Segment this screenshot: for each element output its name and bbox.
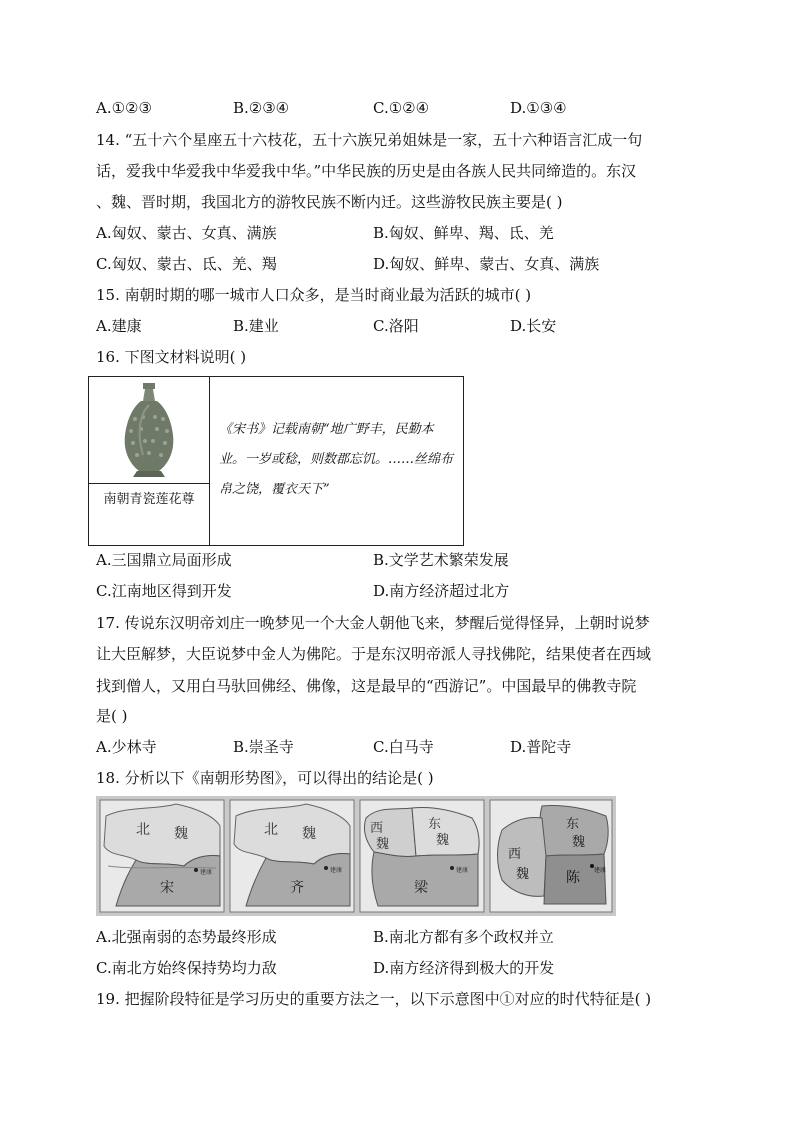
map-label: 魏 <box>436 833 450 848</box>
q13-option-d: D.①③④ <box>510 99 567 117</box>
q16-option-d: D.南方经济超过北方 <box>373 582 510 600</box>
q13-option-b: B.②③④ <box>233 99 290 117</box>
map-label: 东 <box>566 817 580 832</box>
q17-stem-line: 让大臣解梦，大臣说梦中金人为佛陀。于是东汉明帝派人寻找佛陀，结果使者在西域 <box>96 645 652 663</box>
q16-material-table <box>88 376 464 546</box>
q16-option-a: A.三国鼎立局面形成 <box>96 551 232 569</box>
q17-stem-line: 是( ) <box>96 707 128 725</box>
map-label: 西 <box>508 847 522 862</box>
q17-stem-line: 找到僧人，又用白马驮回佛经、佛像，这是最早的“西游记”。中国最早的佛教寺院 <box>96 677 637 695</box>
q17-option-c: C.白马寺 <box>373 738 434 756</box>
q19-stem: 19. 把握阶段特征是学习历史的重要方法之一，以下示意图中①对应的时代特征是( ) <box>96 990 652 1008</box>
map-label: 魏 <box>302 826 316 842</box>
q14-stem-line: 、魏、晋时期，我国北方的游牧民族不断内迁。这些游牧民族主要是( ) <box>96 193 563 211</box>
q16-stem: 16. 下图文材料说明( ) <box>96 348 247 366</box>
map-city-label: 建康 <box>456 867 469 874</box>
map-city-label: 建康 <box>594 867 607 874</box>
map-label: 魏 <box>572 835 586 850</box>
q16-option-b: B.文学艺术繁荣发展 <box>373 551 509 569</box>
vase-caption: 南朝青瓷莲花尊 <box>103 492 195 507</box>
q14-stem-line: 14. “五十六个星座五十六枝花，五十六族兄弟姐妹是一家，五十六种语言汇成一句 <box>96 131 643 149</box>
map-label: 北 <box>136 822 150 838</box>
map-label: 齐 <box>290 880 304 896</box>
map-city-label: 建康 <box>200 869 213 876</box>
map-panel-qi <box>230 800 354 912</box>
q14-option-a: A.匈奴、蒙古、女真、满族 <box>96 224 277 242</box>
map-city-label: 建康 <box>330 867 343 874</box>
q17-option-b: B.崇圣寺 <box>233 738 294 756</box>
map-label: 魏 <box>376 837 390 852</box>
q17-option-a: A.少林寺 <box>96 738 157 756</box>
maps-svg <box>96 796 616 916</box>
q14-option-c: C.匈奴、蒙古、氐、羌、羯 <box>96 255 277 273</box>
q13-option-a: A.①②③ <box>96 99 152 117</box>
q14-option-b: B.匈奴、鲜卑、羯、氐、羌 <box>373 224 554 242</box>
map-panel-song <box>100 800 224 912</box>
q18-option-b: B.南北方都有多个政权并立 <box>373 928 554 946</box>
map-label: 魏 <box>174 826 188 842</box>
map-label: 陈 <box>566 870 580 886</box>
q15-option-d: D.长安 <box>510 317 557 335</box>
map-panel-liang <box>360 800 484 912</box>
q15-option-b: B.建业 <box>233 317 279 335</box>
map-label: 梁 <box>414 880 428 896</box>
q14-option-d: D.匈奴、鲜卑、蒙古、女真、满族 <box>373 255 600 273</box>
celadon-vase-image <box>109 379 189 479</box>
q17-option-d: D.普陀寺 <box>510 738 572 756</box>
map-label: 宋 <box>160 880 174 896</box>
map-label: 东 <box>428 817 442 832</box>
map-label: 北 <box>264 822 278 838</box>
q15-stem: 15. 南朝时期的哪一城市人口众多，是当时商业最为活跃的城市( ) <box>96 286 532 304</box>
q14-stem-line: 话，爱我中华爱我中华爱我中华。”中华民族的历史是由各族人民共同缔造的。东汉 <box>96 162 637 180</box>
q15-option-c: C.洛阳 <box>373 317 419 335</box>
map-panel-chen <box>490 800 612 912</box>
q16-option-c: C.江南地区得到开发 <box>96 582 232 600</box>
table-divider <box>89 483 209 484</box>
q18-stem: 18. 分析以下《南朝形势图》，可以得出的结论是( ) <box>96 769 434 787</box>
map-label: 魏 <box>516 867 530 882</box>
q17-stem-line: 17. 传说东汉明帝刘庄一晚梦见一个大金人朝他飞来，梦醒后觉得怪异，上朝时说梦 <box>96 614 650 632</box>
southern-dynasties-maps <box>96 796 616 916</box>
table-divider <box>209 377 210 545</box>
q18-option-c: C.南北方始终保持势均力敌 <box>96 959 277 977</box>
song-shu-quote: 《宋书》记载南朝“地广野丰，民勤本业。一岁或稔，则数郡忘饥。……丝绵布帛之饶，覆衣天下” <box>219 422 454 497</box>
q13-option-c: C.①②④ <box>373 99 430 117</box>
q18-option-d: D.南方经济得到极大的开发 <box>373 959 555 977</box>
map-label: 西 <box>370 821 384 836</box>
q15-option-a: A.建康 <box>96 317 142 335</box>
q18-option-a: A.北强南弱的态势最终形成 <box>96 928 277 946</box>
